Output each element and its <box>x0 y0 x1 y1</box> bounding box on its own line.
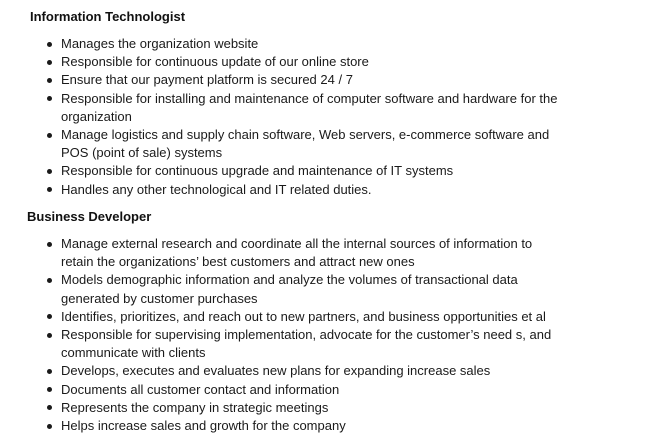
list-item-text: Handles any other technological and IT related duties. <box>61 181 372 197</box>
business-developer-duties-list <box>0 235 650 435</box>
list-item-text: Responsible for continuous upgrade and maintenance of IT systems <box>61 163 454 179</box>
list-item-text: Manages the organization website <box>61 36 259 51</box>
list-item-text: Responsible for installing and maintenance of computer software and hardware for the organization <box>61 90 558 124</box>
list-item <box>0 362 650 380</box>
bullet-icon <box>47 278 52 283</box>
list-item <box>0 53 650 71</box>
list-item <box>0 381 650 399</box>
list-item <box>0 271 650 307</box>
list-item <box>0 35 650 53</box>
bullet-icon <box>47 60 52 65</box>
bullet-icon <box>47 405 52 410</box>
list-item-text: Documents all customer contact and information <box>61 381 340 397</box>
list-item <box>0 308 650 326</box>
list-item <box>0 326 650 362</box>
section-title-information-technologist: Information Technologist <box>30 9 186 24</box>
bullet-icon <box>47 424 52 429</box>
information-technologist-duties-list <box>0 35 650 199</box>
bullet-icon <box>47 78 52 83</box>
bullet-icon <box>47 133 52 138</box>
list-item-text: Manage logistics and supply chain software, Web servers, e-commerce software and POS (point of sale) systems <box>61 127 550 161</box>
list-item <box>0 417 650 435</box>
list-item-text: Helps increase sales and growth for the company <box>61 418 346 434</box>
bullet-icon <box>47 169 52 174</box>
list-item <box>0 162 650 180</box>
bullet-icon <box>47 187 52 192</box>
bullet-icon <box>47 333 52 338</box>
list-item <box>0 235 650 271</box>
bullet-icon <box>47 314 52 319</box>
list-item <box>0 181 650 199</box>
list-item-text: Represents the company in strategic meetings <box>61 399 329 415</box>
bullet-icon <box>47 42 52 47</box>
list-item <box>0 90 650 126</box>
list-item-text: Manage external research and coordinate all the internal sources of information to retain the organizations’ best customers and attract new ones <box>61 236 533 270</box>
bullet-icon <box>47 369 52 374</box>
list-item-text: Models demographic information and analyze the volumes of transactional data generated by customer purchases <box>61 272 518 306</box>
list-item-text: Responsible for supervising implementation, advocate for the customer’s need s, and communicate with clients <box>61 327 552 361</box>
list-item-text: Responsible for continuous update of our online store <box>61 54 369 70</box>
list-item-text: Identifies, prioritizes, and reach out to new partners, and business opportunities et al <box>61 308 546 324</box>
list-item <box>0 399 650 417</box>
section-title-business-developer: Business Developer <box>27 209 152 224</box>
bullet-icon <box>47 96 52 101</box>
bullet-icon <box>47 387 52 392</box>
list-item <box>0 126 650 162</box>
bullet-icon <box>47 242 52 247</box>
list-item-text: Ensure that our payment platform is secured 24 / 7 <box>61 72 353 88</box>
list-item <box>0 71 650 89</box>
list-item-text: Develops, executes and evaluates new plans for expanding increase sales <box>61 363 491 379</box>
